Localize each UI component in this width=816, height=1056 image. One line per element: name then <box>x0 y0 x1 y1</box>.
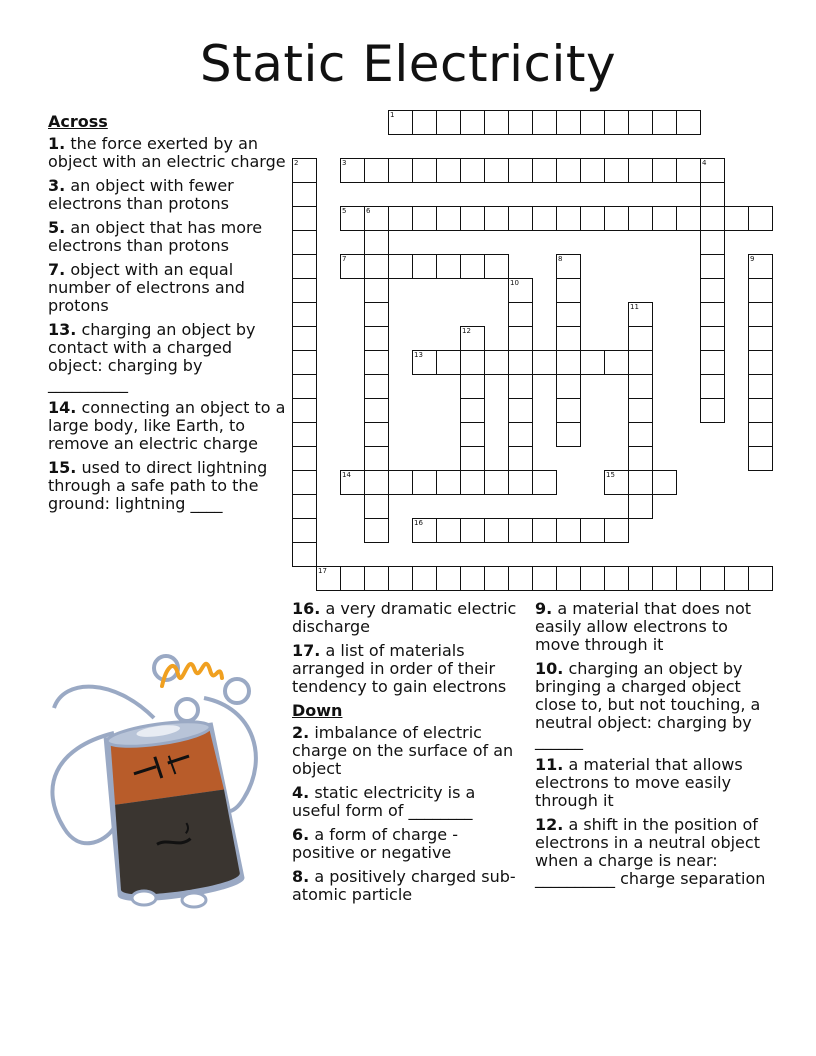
down-heading: Down <box>292 701 343 720</box>
grid-cell[interactable] <box>556 254 581 279</box>
grid-cell[interactable] <box>388 206 413 231</box>
grid-cell[interactable] <box>628 422 653 447</box>
grid-cell[interactable] <box>292 350 317 375</box>
grid-cell[interactable] <box>676 158 701 183</box>
grid-cell[interactable] <box>676 110 701 135</box>
grid-cell[interactable] <box>628 326 653 351</box>
grid-cell[interactable] <box>580 158 605 183</box>
grid-cell-number: 3 <box>342 159 347 167</box>
grid-cell-number: 9 <box>750 255 755 263</box>
grid-cell[interactable] <box>436 254 461 279</box>
grid-cell[interactable] <box>388 110 413 135</box>
grid-cell[interactable] <box>484 254 509 279</box>
grid-cell-number: 10 <box>510 279 519 287</box>
grid-cell[interactable] <box>412 206 437 231</box>
grid-cell[interactable] <box>364 566 389 591</box>
grid-cell[interactable] <box>364 350 389 375</box>
grid-cell[interactable] <box>700 158 725 183</box>
grid-cell[interactable] <box>292 278 317 303</box>
grid-cell[interactable] <box>292 158 317 183</box>
clue-across-7: 7. object with an equal number of electrons and protons <box>48 260 245 315</box>
grid-cell[interactable] <box>628 374 653 399</box>
clue-across-15: 15. used to direct lightning through a safe path to the ground: lightning ____ <box>48 458 268 513</box>
grid-cell[interactable] <box>508 278 533 303</box>
grid-cell[interactable] <box>700 206 725 231</box>
grid-cell[interactable] <box>508 566 533 591</box>
clue-down-2: 2. imbalance of electric charge on the surface of an object <box>292 723 514 778</box>
clue-down-9: 9. a material that does not easily allow electrons to move through it <box>535 599 752 654</box>
grid-cell[interactable] <box>508 158 533 183</box>
grid-cell[interactable] <box>364 158 389 183</box>
battery-mascot-illustration <box>44 638 284 913</box>
grid-cell[interactable] <box>748 254 773 279</box>
grid-cell[interactable] <box>364 422 389 447</box>
grid-cell[interactable] <box>364 206 389 231</box>
grid-cell[interactable] <box>484 470 509 495</box>
grid-cell[interactable] <box>748 278 773 303</box>
clue-across-5: 5. an object that has more electrons than protons <box>48 218 263 255</box>
grid-cell[interactable] <box>532 566 557 591</box>
grid-cell[interactable] <box>628 302 653 327</box>
grid-cell[interactable] <box>292 518 317 543</box>
grid-cell[interactable] <box>700 254 725 279</box>
grid-cell[interactable] <box>460 566 485 591</box>
grid-cell[interactable] <box>460 422 485 447</box>
grid-cell[interactable] <box>508 422 533 447</box>
grid-cell[interactable] <box>436 110 461 135</box>
grid-cell[interactable] <box>556 566 581 591</box>
grid-cell[interactable] <box>508 398 533 423</box>
grid-cell[interactable] <box>532 158 557 183</box>
grid-cell[interactable] <box>364 494 389 519</box>
clue-down-6: 6. a form of charge - positive or negative <box>292 825 458 862</box>
grid-cell[interactable] <box>484 158 509 183</box>
grid-cell[interactable] <box>460 326 485 351</box>
grid-cell[interactable] <box>508 110 533 135</box>
grid-cell-number: 1 <box>390 111 395 119</box>
grid-cell[interactable] <box>388 254 413 279</box>
grid-cell[interactable] <box>364 230 389 255</box>
grid-cell[interactable] <box>556 398 581 423</box>
grid-cell[interactable] <box>580 350 605 375</box>
grid-cell[interactable] <box>580 518 605 543</box>
grid-cell-number: 14 <box>342 471 351 479</box>
grid-cell[interactable] <box>292 422 317 447</box>
grid-cell[interactable] <box>364 398 389 423</box>
grid-cell[interactable] <box>364 446 389 471</box>
grid-cell[interactable] <box>292 230 317 255</box>
grid-cell[interactable] <box>628 566 653 591</box>
grid-cell[interactable] <box>460 206 485 231</box>
grid-cell[interactable] <box>748 350 773 375</box>
grid-cell[interactable] <box>652 566 677 591</box>
grid-cell[interactable] <box>484 518 509 543</box>
clue-across-13: 13. charging an object by contact with a charged object: charging by __________ <box>48 320 256 393</box>
grid-cell[interactable] <box>508 350 533 375</box>
grid-cell[interactable] <box>700 566 725 591</box>
grid-cell[interactable] <box>292 470 317 495</box>
grid-cell[interactable] <box>652 110 677 135</box>
grid-cell[interactable] <box>748 398 773 423</box>
grid-cell[interactable] <box>364 278 389 303</box>
grid-cell[interactable] <box>556 206 581 231</box>
grid-cell-number: 13 <box>414 351 423 359</box>
grid-cell[interactable] <box>604 566 629 591</box>
grid-cell[interactable] <box>460 110 485 135</box>
middle-clues <box>292 600 524 910</box>
grid-cell[interactable] <box>604 350 629 375</box>
grid-cell[interactable] <box>604 158 629 183</box>
grid-cell[interactable] <box>412 470 437 495</box>
grid-cell[interactable] <box>556 374 581 399</box>
grid-cell[interactable] <box>292 206 317 231</box>
grid-cell[interactable] <box>364 374 389 399</box>
grid-cell[interactable] <box>460 374 485 399</box>
grid-cell-number: 5 <box>342 207 347 215</box>
grid-cell[interactable] <box>556 158 581 183</box>
grid-cell[interactable] <box>700 350 725 375</box>
grid-cell[interactable] <box>292 374 317 399</box>
grid-cell[interactable] <box>484 566 509 591</box>
grid-cell[interactable] <box>364 470 389 495</box>
grid-cell[interactable] <box>748 422 773 447</box>
grid-cell[interactable] <box>604 206 629 231</box>
grid-cell[interactable] <box>556 302 581 327</box>
clue-down-10: 10. charging an object by bringing a charged object close to, but not touching, a neutral object: charging by ______ <box>535 659 761 750</box>
grid-cell[interactable] <box>724 206 749 231</box>
grid-cell[interactable] <box>292 182 317 207</box>
grid-cell-number: 4 <box>702 159 707 167</box>
grid-cell[interactable] <box>628 446 653 471</box>
grid-cell[interactable] <box>292 494 317 519</box>
grid-cell[interactable] <box>388 470 413 495</box>
grid-cell[interactable] <box>460 518 485 543</box>
grid-cell[interactable] <box>556 110 581 135</box>
grid-cell[interactable] <box>436 350 461 375</box>
grid-cell[interactable] <box>700 374 725 399</box>
grid-cell[interactable] <box>436 566 461 591</box>
grid-cell[interactable] <box>748 446 773 471</box>
grid-cell[interactable] <box>436 158 461 183</box>
grid-cell[interactable] <box>628 158 653 183</box>
grid-cell[interactable] <box>748 326 773 351</box>
clue-down-4: 4. static electricity is a useful form of ________ <box>292 783 476 820</box>
grid-cell[interactable] <box>340 470 365 495</box>
grid-cell[interactable] <box>604 470 629 495</box>
grid-cell[interactable] <box>412 518 437 543</box>
grid-cell[interactable] <box>340 158 365 183</box>
grid-cell[interactable] <box>700 302 725 327</box>
grid-cell-number: 15 <box>606 471 615 479</box>
grid-cell[interactable] <box>556 350 581 375</box>
grid-cell[interactable] <box>604 518 629 543</box>
grid-cell[interactable] <box>748 302 773 327</box>
grid-cell[interactable] <box>436 206 461 231</box>
clue-down-8: 8. a positively charged sub-atomic particle <box>292 867 516 904</box>
grid-cell[interactable] <box>508 326 533 351</box>
grid-cell[interactable] <box>364 326 389 351</box>
grid-cell[interactable] <box>532 470 557 495</box>
grid-cell[interactable] <box>748 566 773 591</box>
grid-cell[interactable] <box>388 158 413 183</box>
grid-cell[interactable] <box>652 470 677 495</box>
grid-cell[interactable] <box>460 446 485 471</box>
grid-cell[interactable] <box>532 206 557 231</box>
grid-cell[interactable] <box>676 566 701 591</box>
grid-cell-number: 17 <box>318 567 327 575</box>
grid-cell[interactable] <box>700 230 725 255</box>
grid-cell[interactable] <box>628 110 653 135</box>
grid-cell[interactable] <box>460 470 485 495</box>
page-title: Static Electricity <box>199 35 617 93</box>
clue-across-3: 3. an object with fewer electrons than protons <box>48 176 234 213</box>
grid-cell-number: 7 <box>342 255 347 263</box>
grid-cell[interactable] <box>700 278 725 303</box>
grid-cell[interactable] <box>484 110 509 135</box>
grid-cell-number: 8 <box>558 255 563 263</box>
grid-cell[interactable] <box>628 398 653 423</box>
grid-cell[interactable] <box>292 398 317 423</box>
grid-cell[interactable] <box>652 158 677 183</box>
grid-cell[interactable] <box>292 302 317 327</box>
grid-cell-number: 11 <box>630 303 639 311</box>
grid-cell[interactable] <box>508 374 533 399</box>
clue-down-11: 11. a material that allows electrons to move easily through it <box>535 755 743 810</box>
clue-down-12: 12. a shift in the position of electrons in a neutral object when a charge is near: __________ charge separation <box>535 815 766 888</box>
grid-cell[interactable] <box>724 566 749 591</box>
grid-cell[interactable] <box>436 518 461 543</box>
grid-cell[interactable] <box>532 518 557 543</box>
grid-cell[interactable] <box>484 350 509 375</box>
grid-cell[interactable] <box>340 566 365 591</box>
grid-cell[interactable] <box>628 494 653 519</box>
grid-cell[interactable] <box>292 254 317 279</box>
grid-cell[interactable] <box>340 206 365 231</box>
grid-cell[interactable] <box>412 110 437 135</box>
grid-cell[interactable] <box>748 206 773 231</box>
across-heading: Across <box>48 112 108 131</box>
clue-across-16: 16. a very dramatic electric discharge <box>292 599 517 636</box>
grid-cell[interactable] <box>388 566 413 591</box>
grid-cell[interactable] <box>700 326 725 351</box>
grid-cell[interactable] <box>676 206 701 231</box>
grid-cell[interactable] <box>628 350 653 375</box>
grid-cell[interactable] <box>436 470 461 495</box>
grid-cell[interactable] <box>748 374 773 399</box>
grid-cell[interactable] <box>628 206 653 231</box>
grid-cell[interactable] <box>412 350 437 375</box>
grid-cell-number: 12 <box>462 327 471 335</box>
grid-cell[interactable] <box>580 110 605 135</box>
grid-cell[interactable] <box>508 302 533 327</box>
grid-cell[interactable] <box>508 518 533 543</box>
grid-cell[interactable] <box>364 254 389 279</box>
grid-cell[interactable] <box>508 206 533 231</box>
grid-cell[interactable] <box>460 398 485 423</box>
grid-cell[interactable] <box>556 422 581 447</box>
grid-cell-number: 6 <box>366 207 371 215</box>
grid-cell[interactable] <box>316 566 341 591</box>
grid-cell[interactable] <box>508 446 533 471</box>
grid-cell[interactable] <box>532 110 557 135</box>
grid-cell-number: 16 <box>414 519 423 527</box>
grid-cell[interactable] <box>412 566 437 591</box>
grid-cell[interactable] <box>556 518 581 543</box>
grid-cell[interactable] <box>292 446 317 471</box>
grid-cell[interactable] <box>580 206 605 231</box>
grid-cell[interactable] <box>652 206 677 231</box>
grid-cell[interactable] <box>580 566 605 591</box>
grid-cell[interactable] <box>340 254 365 279</box>
grid-cell[interactable] <box>604 110 629 135</box>
clue-across-1: 1. the force exerted by an object with an electric charge <box>48 134 286 171</box>
grid-cell[interactable] <box>556 278 581 303</box>
grid-cell[interactable] <box>364 302 389 327</box>
grid-cell[interactable] <box>484 206 509 231</box>
grid-cell[interactable] <box>412 254 437 279</box>
grid-cell[interactable] <box>460 254 485 279</box>
grid-cell[interactable] <box>460 158 485 183</box>
grid-cell[interactable] <box>364 518 389 543</box>
grid-cell[interactable] <box>556 326 581 351</box>
clue-across-17: 17. a list of materials arranged in order of their tendency to gain electrons <box>292 641 507 696</box>
clue-across-14: 14. connecting an object to a large body, like Earth, to remove an electric charge <box>48 398 286 453</box>
grid-cell[interactable] <box>412 158 437 183</box>
grid-cell[interactable] <box>292 326 317 351</box>
grid-cell[interactable] <box>628 470 653 495</box>
grid-cell[interactable] <box>460 350 485 375</box>
grid-cell[interactable] <box>292 542 317 567</box>
grid-cell-number: 2 <box>294 159 299 167</box>
grid-cell[interactable] <box>700 182 725 207</box>
grid-cell[interactable] <box>508 470 533 495</box>
grid-cell[interactable] <box>532 350 557 375</box>
right-clues <box>535 600 775 894</box>
grid-cell[interactable] <box>700 398 725 423</box>
